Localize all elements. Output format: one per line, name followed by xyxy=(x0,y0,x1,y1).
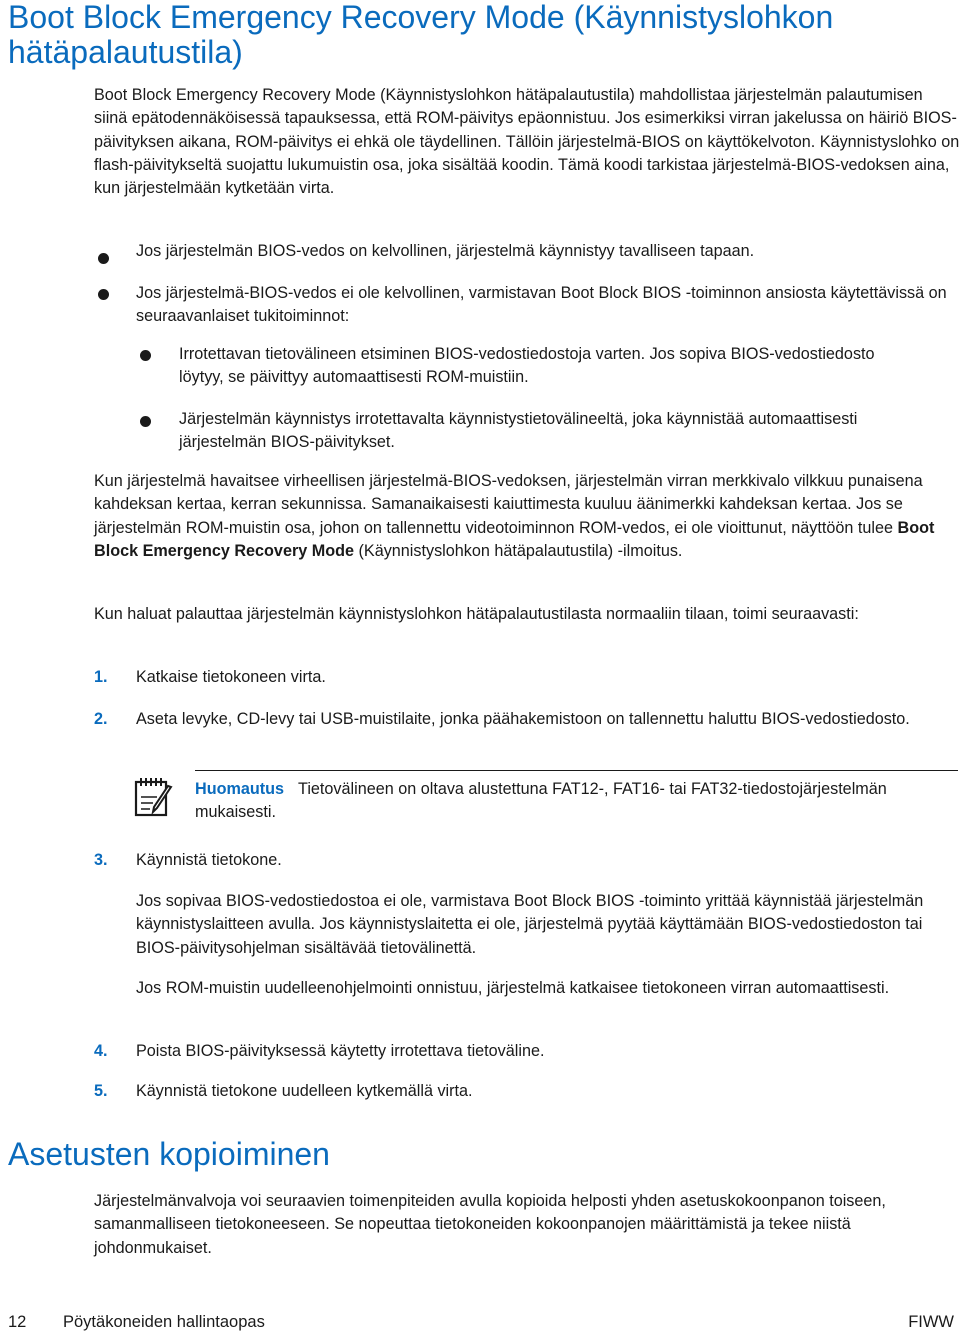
note-body: Tietovälineen on oltava alustettuna FAT12-, FAT16- tai FAT32-tiedostojärjestelmän mukaisesti. xyxy=(195,780,887,822)
bullet-dot xyxy=(98,289,109,300)
document-code: FIWW xyxy=(908,1313,954,1331)
warning-paragraph-tail: (Käynnistyslohkon hätäpalautustila) -ilmoitus. xyxy=(354,541,683,560)
step-2-text: Aseta levyke, CD-levy tai USB-muistilaite, jonka päähakemistoon on tallennettu haluttu BIOS-vedostiedosto. xyxy=(136,710,910,728)
copy-settings-paragraph: Järjestelmänvalvoja voi seuraavien toimenpiteiden avulla kopioida helposti yhden asetuskokoonpanon toiseen, samanmalliseen tietokoneeseen. Se nopeuttaa tietokoneiden kokoonpanojen määrittämistä ja tekee niistä johdonmukaiset. xyxy=(94,1192,886,1257)
bullet-dot xyxy=(98,253,109,264)
step-1-text: Katkaise tietokoneen virta. xyxy=(136,668,326,686)
warning-paragraph-text: Kun järjestelmä havaitsee virheellisen järjestelmä-BIOS-vedoksen, järjestelmän virran merkkivalo vilkkuu punaisena kahdeksan kertaa, kerran sekunnissa. Samanaikaisesti kaiuttimesta kuuluu äänimerkki kahdeksan kertaa. Jos se järjestelmän ROM-muistin osa, johon on tallennettu videotoiminnon ROM-vedos, ei ole vioittunut, näyttöön tulee xyxy=(94,472,923,537)
note-label: Huomautus xyxy=(195,780,285,798)
section-title-copy-settings: Asetusten kopioiminen xyxy=(8,1136,330,1172)
section-title-boot-block: Boot Block Emergency Recovery Mode (Käynnistyslohkon hätäpalautustila) xyxy=(8,0,834,70)
step-number: 4. xyxy=(94,1042,108,1060)
step-number: 3. xyxy=(94,851,108,869)
intro-paragraph: Boot Block Emergency Recovery Mode (Käynnistyslohkon hätäpalautustila) mahdollistaa järjestelmän palautumisen siinä epätodennäköisessä tapauksessa, että ROM-päivitys epäonnistuu. Jos esimerkiksi virran jakelussa on häiriö BIOS-päivityksen aikana, ROM-päivitys ei ehkä ole täydellinen. Tällöin järjestelmä-BIOS on käyttökelvoton. Käynnistyslohko on flash-päivitykseltä suojattu lukumuistin osa, joka sisältää koodin. Tämä koodi tarkistaa järjestelmä-BIOS-vedoksen aina, kun järjestelmään kytketään virta. xyxy=(94,86,960,198)
step-number: 2. xyxy=(94,710,108,728)
warning-paragraph xyxy=(94,470,960,563)
step-3-paragraph-2: Jos ROM-muistin uudelleenohjelmointi onnistuu, järjestelmä katkaisee tietokoneen virran automaattisesti. xyxy=(136,979,890,997)
page-number: 12 xyxy=(8,1313,27,1331)
step-4-text: Poista BIOS-päivityksessä käytetty irrotettava tietoväline. xyxy=(136,1042,545,1060)
step-number: 5. xyxy=(94,1082,108,1100)
step-3-paragraph-1: Jos sopivaa BIOS-vedostiedostoa ei ole, varmistava Boot Block BIOS -toiminto yrittää käynnistää järjestelmän käynnistyslaitteen avulla. Jos käynnistyslaitetta ei ole, järjestelmä pyytää käyttämään BIOS-vedostiedoston tai BIOS-päivitysohjelman sisältävää tietovälinettä. xyxy=(136,892,924,957)
subbullet-dot xyxy=(140,350,151,361)
recovery-mode-bold: Boot Block Emergency Recovery Mode xyxy=(94,518,935,560)
subbullet-item-search: Irrotettavan tietovälineen etsiminen BIOS-vedostiedostoja varten. Jos sopiva BIOS-vedostiedosto löytyy, se päivittyy automaattisesti ROM-muistiin. xyxy=(179,345,875,387)
note-pencil-icon xyxy=(133,775,177,819)
subbullet-dot xyxy=(140,416,151,427)
bullet-item-invalid: Jos järjestelmä-BIOS-vedos ei ole kelvollinen, varmistavan Boot Block BIOS -toiminnon ansiosta käytettävissä on seuraavanlaiset tukitoiminnot: xyxy=(136,284,947,326)
note-top-rule xyxy=(195,770,958,771)
subbullet-item-boot: Järjestelmän käynnistys irrotettavalta käynnistystietovälineeltä, joka käynnistää automaattisesti järjestelmän BIOS-päivitykset. xyxy=(179,410,858,452)
step-5-text: Käynnistä tietokone uudelleen kytkemällä virta. xyxy=(136,1082,473,1100)
note-text xyxy=(195,778,895,825)
step-3-text: Käynnistä tietokone. xyxy=(136,851,282,869)
chapter-title: Pöytäkoneiden hallintaopas xyxy=(63,1313,265,1331)
bullet-item-valid: Jos järjestelmän BIOS-vedos on kelvollinen, järjestelmä käynnistyy tavalliseen tapaan. xyxy=(136,242,755,260)
restore-intro-paragraph: Kun haluat palauttaa järjestelmän käynnistyslohkon hätäpalautustilasta normaaliin tilaan, toimi seuraavasti: xyxy=(94,605,859,623)
step-number: 1. xyxy=(94,668,108,686)
